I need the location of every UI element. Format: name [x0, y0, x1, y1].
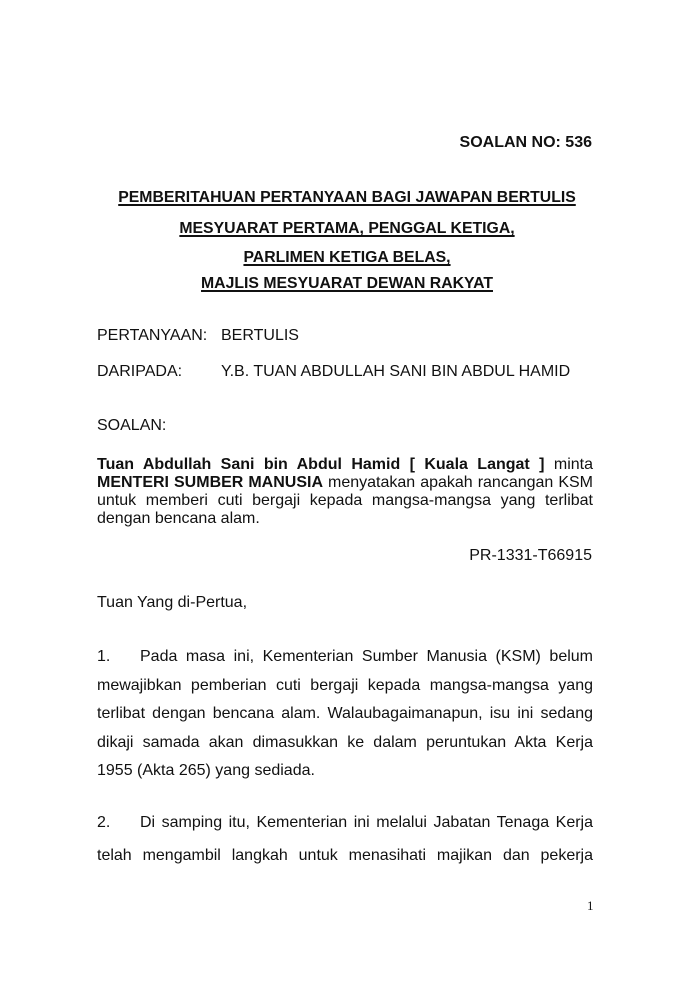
member-name: Tuan Abdullah Sani bin Abdul Hamid [ Kuala Langat ] [97, 456, 545, 473]
title-text: MESYUARAT PERTAMA, PENGGAL KETIGA, [179, 220, 515, 237]
paragraph-line: terlibat dengan bencana alam. Walaubagaimanapun, isu ini sedang [97, 705, 593, 722]
question-number: SOALAN NO: 536 [459, 134, 592, 151]
paragraph-line: 1955 (Akta 265) yang sediada. [97, 762, 315, 779]
minister-name: MENTERI SUMBER MANUSIA [97, 474, 324, 491]
question-line-text: minta [544, 456, 593, 473]
question-line-text: dengan bencana alam. [97, 510, 260, 527]
answer-paragraph [97, 806, 593, 872]
question-type-row [97, 326, 593, 346]
title-line [97, 188, 597, 208]
asked-by-row [97, 362, 593, 382]
title-text: PARLIMEN KETIGA BELAS, [243, 249, 451, 266]
question-label: SOALAN: [97, 417, 167, 434]
paragraph-line-text: Pada masa ini, Kementerian Sumber Manusia (KSM) belum [140, 648, 593, 665]
question-line [97, 474, 593, 492]
paragraph-line [97, 643, 593, 672]
paragraph-line: dikaji samada akan dimasukkan ke dalam peruntukan Akta Kerja [97, 733, 593, 751]
paragraph-number: 1. [97, 648, 111, 665]
paragraph-line-text: Di samping itu, Kementerian ini melalui Jabatan Tenaga Kerja [140, 814, 593, 831]
paragraph-line: mewajibkan pemberian cuti bergaji kepada mangsa-mangsa yang [97, 676, 593, 694]
question-type-value: BERTULIS [221, 327, 299, 344]
question-text [97, 456, 593, 528]
title-line [97, 274, 597, 294]
question-line [97, 492, 593, 510]
paragraph-line [97, 806, 593, 839]
title-line [97, 219, 597, 239]
title-line [97, 248, 597, 268]
salutation: Tuan Yang di-Pertua, [97, 594, 248, 611]
question-line [97, 510, 593, 528]
paragraph-line: telah mengambil langkah untuk menasihati majikan dan pekerja [97, 847, 593, 864]
asked-by-value: Y.B. TUAN ABDULLAH SANI BIN ABDUL HAMID [221, 363, 571, 380]
question-reference: PR-1331-T66915 [469, 547, 592, 564]
title-text: MAJLIS MESYUARAT DEWAN RAKYAT [201, 275, 493, 292]
question-type-label: PERTANYAAN: [97, 327, 208, 344]
page-number: 1 [587, 898, 594, 913]
title-text: PEMBERITAHUAN PERTANYAAN BAGI JAWAPAN BERTULIS [118, 189, 576, 206]
question-line [97, 456, 593, 474]
answer-paragraph [97, 643, 593, 786]
question-line-text: untuk memberi cuti bergaji kepada mangsa-mangsa yang terlibat [97, 492, 593, 509]
paragraph-number: 2. [97, 814, 111, 831]
question-line-text: menyatakan apakah rancangan KSM [323, 474, 593, 491]
asked-by-label: DARIPADA: [97, 363, 183, 380]
